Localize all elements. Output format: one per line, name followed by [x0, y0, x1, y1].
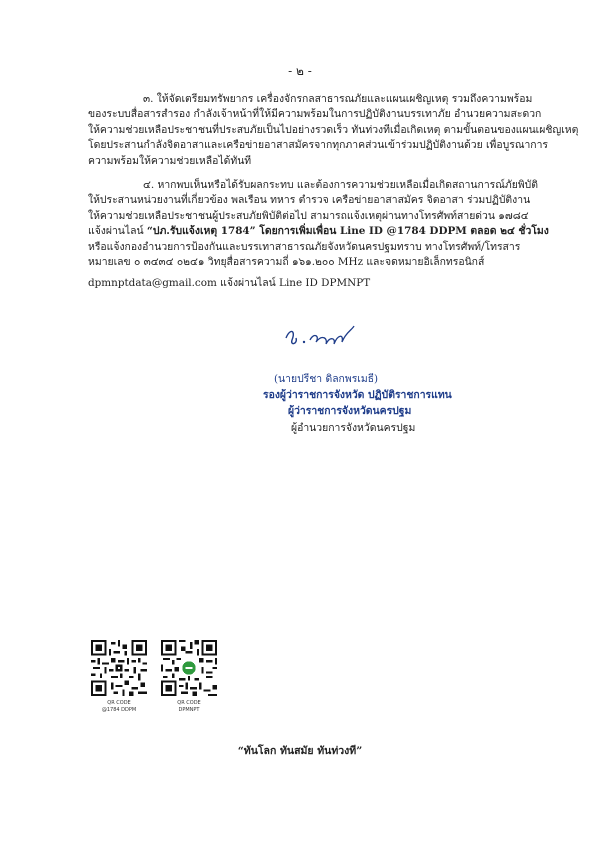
paragraph-line	[88, 224, 549, 239]
paragraph-line: หรือแจ้งกองอำนวยการป้องกันและบรรเทาสาธารณภัยจังหวัดนครปฐมทราบ ทางโทรศัพท์/โทรสาร	[88, 240, 521, 253]
paragraph-line: ๓. ให้จัดเตรียมทรัพยากร เครื่องจักรกลสาธารณภัยและแผนเผชิญเหตุ รวมถึงความพร้อม	[143, 93, 533, 105]
qr-label: @1784 DDPM	[101, 707, 137, 713]
paragraph-line: ให้ประสานหน่วยงานที่เกี่ยวข้อง พลเรือน ทหาร ตำรวจ เครือข่ายอาสาสมัคร จิตอาสา ร่วมปฏิบัติงาน	[88, 194, 531, 207]
page-number: - ๒ -	[288, 64, 312, 78]
signer-role: ผู้อำนวยการจังหวัดนครปฐม	[291, 422, 416, 434]
paragraph-line: ความพร้อมให้ความช่วยเหลือได้ทันที	[88, 154, 252, 167]
paragraph-line: หมายเลข ๐ ๓๔๓๔ ๐๒๔๑ วิทยุสื่อสารความถี่ ๑๖๑.๒๐๐ MHz และจดหมายอิเล็กทรอนิกส์	[88, 256, 485, 269]
qr-title: QR CODE	[177, 700, 201, 706]
handwritten-signature	[280, 320, 360, 360]
line-report-bold: “ปภ.รับแจ้งเหตุ 1784” โดยการเพิ่มเพื่อน Line ID @1784 DDPM ตลอด ๒๔ ชั่วโมง	[146, 225, 549, 238]
paragraph-4	[88, 178, 549, 292]
signer-position-2: ผู้ว่าราชการจังหวัดนครปฐม	[288, 405, 412, 417]
qr-caption-1784	[84, 700, 154, 714]
paragraph-line: ของระบบสื่อสารสำรอง กำลังเจ้าหน้าที่ให้มีความพร้อมในการปฏิบัติงานบรรเทาภัย อำนวยความสะดวก	[88, 108, 542, 121]
paragraph-line: โดยประสานกำลังจิตอาสาและเครือข่ายอาสาสมัครจากทุกภาคส่วนเข้าร่วมปฏิบัติงานด้วย เพื่อบูรณาการ	[88, 139, 548, 152]
qr-label: DPMNPT	[178, 707, 200, 713]
signer-position-1: รองผู้ว่าราชการจังหวัด ปฏิบัติราชการแทน	[263, 389, 452, 401]
qr-code-1784	[91, 640, 147, 696]
paragraph-line: ให้ความช่วยเหลือประชาชนที่ประสบภัยเป็นไปอย่างรวดเร็ว ทันท่วงทีเมื่อเกิดเหตุ ตามขั้นตอนของแผนเผชิญเหตุ	[88, 123, 579, 136]
qr-code-dpmnpt	[161, 640, 217, 696]
email-line: dpmnptdata@gmail.com แจ้งผ่านไลน์ Line ID DPMNPT	[88, 277, 371, 290]
line-report-prefix: แจ้งผ่านไลน์	[88, 225, 147, 238]
qr-caption-dpmnpt	[154, 700, 224, 714]
paragraph-3	[88, 92, 579, 169]
qr-title: QR CODE	[107, 700, 131, 706]
slogan: “ทันโลก ทันสมัย ทันท่วงที”	[237, 745, 363, 757]
paragraph-line: ๔. หากพบเห็นหรือได้รับผลกระทบ และต้องการความช่วยเหลือเมื่อเกิดสถานการณ์ภัยพิบัติ	[143, 179, 539, 191]
signer-name: (นายปรีชา ดิลกพรเมธี)	[274, 373, 379, 385]
paragraph-line: ให้ความช่วยเหลือประชาชนผู้ประสบภัยพิบัติต่อไป สามารถแจ้งเหตุผ่านทางโทรศัพท์สายด่วน ๑๗๘๔	[88, 209, 529, 222]
